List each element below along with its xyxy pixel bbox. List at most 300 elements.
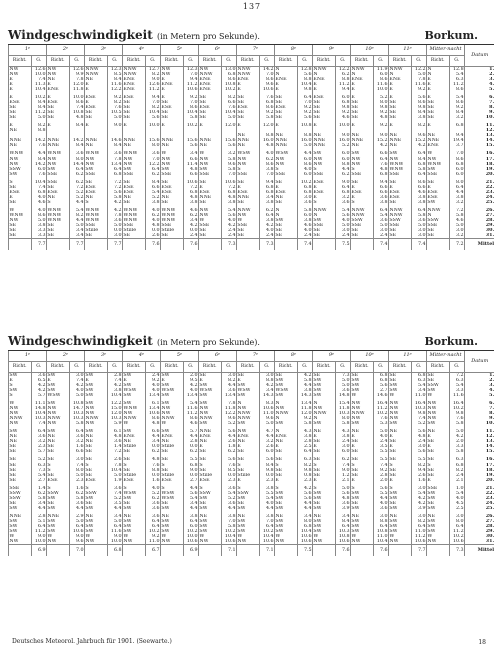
direction-cell: ENE xyxy=(313,77,336,82)
speed-cell: 2.4 xyxy=(221,228,237,233)
speed-cell: 4.2 xyxy=(107,200,123,205)
direction-cell: SW xyxy=(237,393,260,398)
speed-cell: 9.0 xyxy=(69,534,85,539)
direction-cell: SE xyxy=(427,105,450,110)
speed-cell: 6.6 xyxy=(373,151,389,156)
speed-cell: 3.4 xyxy=(297,514,313,519)
direction-cell: NNE xyxy=(237,195,260,200)
speed-cell: 4.0 xyxy=(373,434,389,439)
speed-cell: 9.4 xyxy=(335,87,351,92)
speed-cell: 4.0 xyxy=(259,228,275,233)
direction-cell: NE xyxy=(199,439,222,444)
speed-cell: 7.8 xyxy=(221,401,237,406)
direction-cell: SW xyxy=(199,167,222,172)
direction-cell: NE xyxy=(275,514,298,519)
mean-spacer xyxy=(427,544,450,556)
direction-cell: SSE xyxy=(47,172,70,177)
direction-cell: WNW xyxy=(9,213,32,218)
direction-cell: E xyxy=(47,378,70,383)
direction-cell: SE xyxy=(351,115,374,120)
direction-cell: NW xyxy=(47,539,70,545)
direction-cell: NE xyxy=(123,143,146,148)
direction-cell: ESE xyxy=(47,478,70,483)
speed-cell: 6.4 xyxy=(449,185,465,190)
direction-cell: SE xyxy=(389,200,412,205)
direction-cell: N xyxy=(275,208,298,213)
speed-cell: 6.4 xyxy=(297,95,313,100)
direction-cell: ESE xyxy=(123,478,146,483)
direction-cell: SW xyxy=(237,496,260,501)
richtung-header: Richt. xyxy=(123,362,146,373)
speed-cell: 10.8 xyxy=(221,82,237,87)
speed-cell: 3.8 xyxy=(335,434,351,439)
speed-cell: 3.6 xyxy=(373,506,389,511)
day-cell: 30. xyxy=(465,228,494,233)
direction-cell: SW xyxy=(199,524,222,529)
direction-cell: SE xyxy=(199,457,222,462)
direction-cell: SE xyxy=(427,473,450,478)
direction-cell: NW xyxy=(9,162,32,167)
speed-cell: 8.2 xyxy=(411,463,427,468)
direction-cell: NW xyxy=(313,539,336,545)
direction-cell: SE xyxy=(389,180,412,185)
direction-cell: E xyxy=(389,95,412,100)
speed-cell: 6.8 xyxy=(373,378,389,383)
direction-cell: NW xyxy=(47,67,70,73)
direction-cell: ESE xyxy=(275,190,298,195)
direction-cell: SSW xyxy=(199,491,222,496)
direction-cell: NW xyxy=(9,67,32,73)
speed-cell: 6.2 xyxy=(259,208,275,213)
direction-cell: SE xyxy=(427,110,450,115)
speed-cell: 2.1 xyxy=(449,478,465,483)
speed-cell: 16.0 xyxy=(297,138,313,143)
mean-row xyxy=(9,544,495,556)
speed-cell: 6.3 xyxy=(31,463,47,468)
speed-cell: 3.2 xyxy=(449,200,465,205)
direction-cell: SE xyxy=(9,463,32,468)
speed-cell: 5.2 xyxy=(69,195,85,200)
direction-cell: SE xyxy=(85,449,108,454)
speed-cell: 6.4 xyxy=(107,167,123,172)
direction-cell: SW xyxy=(199,529,222,534)
speed-cell: 3.0 xyxy=(411,444,427,449)
direction-cell: SE xyxy=(47,501,70,506)
speed-cell: 5.5 xyxy=(411,457,427,462)
speed-cell: 3.6 xyxy=(335,501,351,506)
speed-cell: 6.8 xyxy=(411,162,427,167)
speed-cell: 8.2 xyxy=(221,95,237,100)
direction-cell: N xyxy=(313,401,336,406)
day-cell: 28. xyxy=(465,218,494,223)
direction-cell: NW xyxy=(9,72,32,77)
speed-cell: 10.4 xyxy=(107,393,123,398)
direction-cell: SW xyxy=(199,383,222,388)
day-cell: 10. xyxy=(465,115,494,120)
direction-cell: SE xyxy=(199,501,222,506)
direction-cell: SW xyxy=(313,383,336,388)
speed-cell: 9.0 xyxy=(335,468,351,473)
direction-cell: WNW xyxy=(47,208,70,213)
speed-cell: 3.0 xyxy=(335,228,351,233)
direction-cell: SSW xyxy=(9,167,32,172)
speed-cell: 5.0 xyxy=(221,115,237,120)
direction-cell: SE xyxy=(237,110,260,115)
speed-cell: 10.2 xyxy=(221,87,237,92)
speed-cell: 7.4 xyxy=(107,491,123,496)
speed-cell: 5.0 xyxy=(373,429,389,434)
speed-cell: 11.2 xyxy=(373,406,389,411)
speed-cell: 11.2 xyxy=(31,110,47,115)
speed-cell: 3.9 xyxy=(335,506,351,511)
speed-cell: 3.0 xyxy=(335,444,351,449)
speed-cell: 5.3 xyxy=(373,421,389,426)
direction-cell: SW xyxy=(313,496,336,501)
direction-cell: Stille xyxy=(199,473,222,478)
geschwindigkeit-header: G. xyxy=(259,362,275,373)
speed-cell: 2.4 xyxy=(297,233,313,239)
speed-cell: 7.0 xyxy=(145,100,161,105)
speed-cell: 6.4 xyxy=(145,167,161,172)
direction-cell: WNW xyxy=(47,151,70,156)
hour-header: 3ᵖ xyxy=(85,45,123,56)
direction-cell: S xyxy=(123,486,146,491)
mean-value: 7.5 xyxy=(335,238,351,250)
direction-cell: SW xyxy=(427,524,450,529)
direction-cell: S xyxy=(237,463,260,468)
direction-cell: SW xyxy=(275,496,298,501)
day-cell: 9. xyxy=(465,110,494,115)
direction-cell: SW xyxy=(85,393,108,398)
direction-cell: SE xyxy=(427,468,450,473)
richtung-header: Richt. xyxy=(389,362,412,373)
direction-cell: E xyxy=(351,195,374,200)
speed-cell: 4.4 xyxy=(183,434,199,439)
speed-cell: 10.6 xyxy=(297,539,313,545)
direction-cell: SE xyxy=(123,110,146,115)
direction-cell: S xyxy=(351,463,374,468)
speed-cell: 9.8 xyxy=(297,468,313,473)
speed-cell: 8.5 xyxy=(221,468,237,473)
speed-cell: 5.8 xyxy=(259,115,275,120)
speed-cell: 5.6 xyxy=(221,213,237,218)
speed-cell: 2.4 xyxy=(373,233,389,239)
speed-cell: 5.6 xyxy=(297,72,313,77)
direction-cell: SE xyxy=(275,223,298,228)
direction-cell: WNW xyxy=(47,213,70,218)
direction-cell: SW xyxy=(123,519,146,524)
speed-cell: 8.6 xyxy=(411,100,427,105)
speed-cell: 9.2 xyxy=(145,534,161,539)
direction-cell: NW xyxy=(9,157,32,162)
speed-cell: 8.4 xyxy=(107,77,123,82)
speed-cell: 5.0 xyxy=(335,486,351,491)
mean-spacer xyxy=(85,544,108,556)
direction-cell: SE xyxy=(275,373,298,379)
direction-cell: NNE xyxy=(123,138,146,143)
direction-cell: SW xyxy=(85,519,108,524)
richtung-header: Richt. xyxy=(237,362,260,373)
direction-cell: NNE xyxy=(47,514,70,519)
direction-cell: SSW xyxy=(47,491,70,496)
speed-cell: 5.2 xyxy=(69,190,85,195)
speed-cell: 5.6 xyxy=(373,383,389,388)
direction-cell: SE xyxy=(313,449,336,454)
speed-cell: 8.5 xyxy=(107,72,123,77)
direction-cell: SE xyxy=(199,449,222,454)
geschwindigkeit-header: G. xyxy=(145,362,161,373)
direction-cell: NNE xyxy=(161,138,184,143)
speed-cell: 11.9 xyxy=(373,67,389,73)
speed-cell: 7.4 xyxy=(335,463,351,468)
direction-cell: NNW xyxy=(237,72,260,77)
speed-cell: 10.6 xyxy=(221,539,237,545)
speed-cell: 3.6 xyxy=(335,200,351,205)
direction-cell: S xyxy=(313,200,336,205)
direction-cell: ENE xyxy=(237,77,260,82)
speed-cell: 8.0 xyxy=(145,143,161,148)
direction-cell: NNE xyxy=(351,138,374,143)
speed-cell: 4.6 xyxy=(31,200,47,205)
speed-cell: 3.2 xyxy=(31,439,47,444)
direction-cell: WSW xyxy=(161,496,184,501)
day-cell: 25. xyxy=(465,506,494,511)
direction-cell: ENE xyxy=(123,434,146,439)
speed-cell: 15.6 xyxy=(183,138,199,143)
mean-value: 7.2 xyxy=(449,238,465,250)
speed-cell: 10.2 xyxy=(297,180,313,185)
direction-cell: SE xyxy=(199,200,222,205)
speed-cell: 3.6 xyxy=(221,486,237,491)
speed-cell: 14.2 xyxy=(31,162,47,167)
speed-cell: 5.8 xyxy=(221,167,237,172)
speed-cell: 8.8 xyxy=(297,77,313,82)
speed-cell: 9.4 xyxy=(411,468,427,473)
direction-cell: SE xyxy=(389,457,412,462)
direction-cell: ENE xyxy=(199,87,222,92)
speed-cell: 6.0 xyxy=(335,449,351,454)
speed-cell: 9.2 xyxy=(259,110,275,115)
direction-cell: SE xyxy=(427,378,450,383)
speed-cell: 7.2 xyxy=(107,185,123,190)
speed-cell: 16.0 xyxy=(259,138,275,143)
speed-cell: 3.4 xyxy=(259,195,275,200)
direction-cell: W xyxy=(9,534,32,539)
speed-cell: 8.8 xyxy=(335,77,351,82)
day-cell: 14. xyxy=(465,138,494,143)
direction-cell: E xyxy=(47,82,70,87)
table-2-subtitle: (in Metern pro Sekunde). xyxy=(156,338,260,347)
geschwindigkeit-header: G. xyxy=(221,56,237,67)
speed-cell: 6.4 xyxy=(259,213,275,218)
day-cell: 21. xyxy=(465,180,494,185)
direction-cell: W xyxy=(199,151,222,156)
speed-cell: 11.0 xyxy=(259,411,275,416)
speed-cell: 4.0 xyxy=(259,151,275,156)
direction-cell: SSE xyxy=(161,223,184,228)
speed-cell: 6.8 xyxy=(259,185,275,190)
direction-cell: SW xyxy=(237,383,260,388)
day-cell: 2. xyxy=(465,378,494,383)
direction-cell: SE xyxy=(313,501,336,506)
speed-cell: 4.2 xyxy=(297,486,313,491)
direction-cell: SE xyxy=(237,457,260,462)
direction-cell: SSE xyxy=(427,486,450,491)
speed-cell: 4.8 xyxy=(69,115,85,120)
speed-cell: 6.4 xyxy=(259,524,275,529)
table-1-title-text: Windgeschwindigkeit xyxy=(8,28,153,42)
speed-cell: 7.8 xyxy=(107,213,123,218)
direction-cell: NW xyxy=(427,406,450,411)
hour-header: 7ᵖ xyxy=(237,351,275,362)
geschwindigkeit-header: G. xyxy=(107,362,123,373)
speed-cell: 5.8 xyxy=(449,421,465,426)
speed-cell: 8.2 xyxy=(221,378,237,383)
direction-cell: ENE xyxy=(237,434,260,439)
speed-cell: 6.4 xyxy=(449,524,465,529)
hour-header: 9ᵖ xyxy=(313,351,351,362)
speed-cell: 11.0 xyxy=(411,393,427,398)
speed-cell: 3.8 xyxy=(411,195,427,200)
speed-cell: 4.2 xyxy=(259,223,275,228)
direction-cell: ESE xyxy=(237,190,260,195)
direction-cell: NNW xyxy=(313,67,336,73)
speed-cell: 0.0 xyxy=(145,473,161,478)
direction-cell: SW xyxy=(351,496,374,501)
speed-cell: 19.4 xyxy=(449,138,465,143)
day-cell: 14. xyxy=(465,444,494,449)
speed-cell: 1.4 xyxy=(31,486,47,491)
speed-cell: 6.0 xyxy=(297,213,313,218)
direction-cell: NNW xyxy=(313,411,336,416)
speed-cell: 13.4 xyxy=(221,393,237,398)
direction-cell: NE xyxy=(313,514,336,519)
speed-cell: 8.4 xyxy=(259,463,275,468)
direction-cell: S xyxy=(313,486,336,491)
direction-cell: NNW xyxy=(123,67,146,73)
direction-cell: NW xyxy=(389,411,412,416)
direction-cell: E xyxy=(313,434,336,439)
speed-cell: 10.2 xyxy=(31,95,47,100)
speed-cell: 8.6 xyxy=(449,157,465,162)
direction-cell: W xyxy=(161,421,184,426)
direction-cell: SE xyxy=(85,444,108,449)
speed-cell: 5.0 xyxy=(107,115,123,120)
speed-cell: 5.6 xyxy=(335,213,351,218)
direction-cell: ESE xyxy=(313,95,336,100)
direction-cell: NW xyxy=(123,539,146,545)
speed-cell: 3.8 xyxy=(183,514,199,519)
direction-cell: NE xyxy=(9,439,32,444)
direction-cell: SE xyxy=(351,468,374,473)
speed-cell: 4.4 xyxy=(297,151,313,156)
direction-cell: SE xyxy=(275,501,298,506)
speed-cell: 10.8 xyxy=(297,123,313,128)
speed-cell: 6.2 xyxy=(69,491,85,496)
speed-cell: 7.4 xyxy=(411,416,427,421)
direction-cell: ESE xyxy=(85,185,108,190)
speed-cell: 6.0 xyxy=(335,157,351,162)
speed-cell: 3.8 xyxy=(297,388,313,393)
geschwindigkeit-header: G. xyxy=(449,56,465,67)
direction-cell: SE xyxy=(199,468,222,473)
speed-cell: 5.6 xyxy=(335,491,351,496)
speed-cell: 3.8 xyxy=(145,200,161,205)
speed-cell: 4.4 xyxy=(221,383,237,388)
speed-cell: 3.6 xyxy=(145,501,161,506)
direction-cell: NW xyxy=(199,157,222,162)
speed-cell: 6.4 xyxy=(69,429,85,434)
speed-cell: 0.0 xyxy=(145,444,161,449)
footer-publication: Deutsches Meteorol. Jahrbuch für 1901. (Seewarte.) xyxy=(12,638,172,645)
speed-cell: 5.0 xyxy=(297,143,313,148)
direction-cell: NNW xyxy=(85,72,108,77)
direction-cell: NNW xyxy=(389,67,412,73)
speed-cell: 11.8 xyxy=(335,406,351,411)
direction-cell: NW xyxy=(427,411,450,416)
direction-cell: SW xyxy=(351,519,374,524)
speed-cell: 5.0 xyxy=(69,519,85,524)
speed-cell: 10.8 xyxy=(69,401,85,406)
speed-cell: 3.8 xyxy=(259,486,275,491)
mean-spacer xyxy=(9,238,32,250)
direction-cell: SE xyxy=(199,100,222,105)
direction-cell: WNW xyxy=(123,151,146,156)
direction-cell: SW xyxy=(427,388,450,393)
richtung-header: Richt. xyxy=(123,56,146,67)
speed-cell: 3.6 xyxy=(69,151,85,156)
geschwindigkeit-header: G. xyxy=(221,362,237,373)
speed-cell: 6.0 xyxy=(259,449,275,454)
direction-cell: SE xyxy=(313,468,336,473)
direction-cell: W xyxy=(389,534,412,539)
richtung-header: Richt. xyxy=(47,56,70,67)
direction-cell: SE xyxy=(351,233,374,239)
speed-cell: 2.4 xyxy=(183,233,199,239)
day-cell: 11. xyxy=(465,123,494,128)
speed-cell: 6.4 xyxy=(145,519,161,524)
direction-cell: NE xyxy=(123,195,146,200)
direction-cell: SE xyxy=(9,200,32,205)
speed-cell: 5.5 xyxy=(373,449,389,454)
direction-cell: E xyxy=(199,185,222,190)
direction-cell: NW xyxy=(389,157,412,162)
direction-cell: SE xyxy=(275,449,298,454)
direction-cell: NW xyxy=(389,401,412,406)
direction-cell: E xyxy=(161,87,184,92)
direction-cell: SE xyxy=(313,105,336,110)
direction-cell: WSW xyxy=(237,151,260,156)
speed-cell: 6.4 xyxy=(183,519,199,524)
direction-cell: WNW xyxy=(85,218,108,223)
speed-cell: 10.2 xyxy=(145,529,161,534)
speed-cell: 2.7 xyxy=(373,388,389,393)
geschwindigkeit-header: G. xyxy=(107,56,123,67)
speed-cell: 15.2 xyxy=(373,138,389,143)
direction-cell: SW xyxy=(275,421,298,426)
direction-cell: E xyxy=(275,185,298,190)
direction-cell: SE xyxy=(199,110,222,115)
speed-cell: 3.4 xyxy=(69,233,85,239)
direction-cell: SW xyxy=(313,524,336,529)
speed-cell: 7.0 xyxy=(183,72,199,77)
speed-cell: 4.2 xyxy=(411,143,427,148)
direction-cell: SW xyxy=(161,393,184,398)
speed-cell: 10.2 xyxy=(221,529,237,534)
speed-cell: 4.2 xyxy=(107,383,123,388)
direction-cell: ESE xyxy=(47,100,70,105)
speed-cell: 10.0 xyxy=(69,95,85,100)
